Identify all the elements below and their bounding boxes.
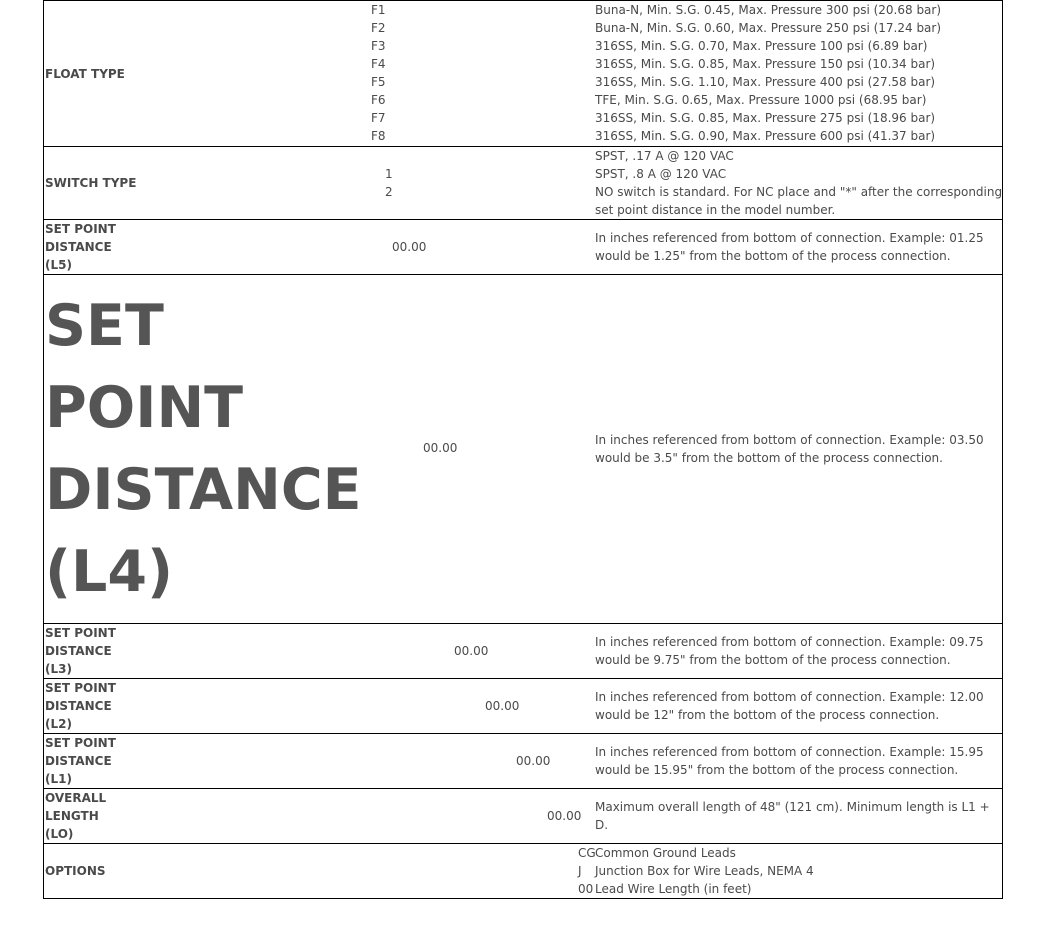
option-item — [578, 880, 814, 898]
set-point-l5-code: 00.00 — [392, 240, 427, 254]
switch-desc: set point distance in the model number. — [595, 203, 836, 217]
switch-desc: NO switch is standard. For NC place and "*" after the corresponding — [595, 185, 1003, 199]
overall-length-code: 00.00 — [547, 809, 582, 823]
set-point-l2-desc: In inches referenced from bottom of connection. Example: 12.00 would be 12" from the bottom of the process connection. — [595, 690, 984, 722]
set-point-l2-label: SET POINT DISTANCE (L2) — [45, 681, 116, 731]
set-point-l1-desc: In inches referenced from bottom of connection. Example: 15.95 would be 15.95" from the bottom of the process connection. — [595, 745, 984, 777]
switch-desc: SPST, .17 A @ 120 VAC — [595, 149, 734, 163]
switch-desc: SPST, .8 A @ 120 VAC — [595, 167, 727, 181]
switch-type-row — [44, 146, 1002, 219]
set-point-l3-label: SET POINT DISTANCE (L3) — [45, 626, 116, 676]
overall-length-desc: Maximum overall length of 48" (121 cm). Minimum length is L1 + D. — [595, 800, 990, 832]
switch-code: 1 — [385, 167, 393, 181]
model-code-table — [43, 0, 1003, 899]
option-item — [578, 844, 814, 862]
option-desc: Junction Box for Wire Leads, NEMA 4 — [595, 864, 814, 878]
set-point-l3-row — [44, 623, 1002, 678]
set-point-l1-label: SET POINT DISTANCE (L1) — [45, 736, 116, 786]
set-point-l3-code: 00.00 — [454, 644, 489, 658]
set-point-l2-row — [44, 678, 1002, 733]
float-code: F8 — [371, 129, 386, 143]
options-label: OPTIONS — [45, 864, 106, 878]
float-code: F4 — [371, 57, 386, 71]
set-point-l4-row — [44, 274, 1002, 623]
set-point-l5-desc: In inches referenced from bottom of connection. Example: 01.25 would be 1.25" from the bottom of the process connection. — [595, 231, 984, 263]
overall-length-label: OVERALL LENGTH (LO) — [45, 791, 107, 841]
set-point-l5-label: SET POINT DISTANCE (L5) — [45, 222, 116, 272]
switch-type-descriptions — [595, 147, 1003, 219]
float-code: F1 — [371, 3, 386, 17]
float-code: F7 — [371, 111, 386, 125]
float-desc: TFE, Min. S.G. 0.65, Max. Pressure 1000 psi (68.95 bar) — [595, 93, 927, 107]
option-code: 00 — [578, 882, 594, 896]
float-code: F5 — [371, 75, 386, 89]
float-type-label: FLOAT TYPE — [45, 66, 125, 81]
float-type-descriptions — [595, 1, 1000, 145]
option-code: CG — [578, 846, 596, 860]
float-desc: Buna-N, Min. S.G. 0.60, Max. Pressure 250 psi (17.24 bar) — [595, 21, 942, 35]
set-point-l4-label: SET POINT DISTANCE (L4) — [45, 293, 362, 605]
option-item — [578, 862, 814, 880]
float-type-row — [44, 0, 1002, 146]
set-point-l3-desc: In inches referenced from bottom of connection. Example: 09.75 would be 9.75" from the bottom of the process connection. — [595, 635, 984, 667]
overall-length-row — [44, 788, 1002, 843]
set-point-l4-desc: In inches referenced from bottom of connection. Example: 03.50 would be 3.5" from the bottom of the process connection. — [595, 433, 984, 465]
options-list — [578, 844, 814, 898]
set-point-l4-code: 00.00 — [423, 441, 458, 455]
float-code: F6 — [371, 93, 386, 107]
option-desc: Common Ground Leads — [595, 846, 736, 860]
float-code: F3 — [371, 39, 386, 53]
float-code: F2 — [371, 21, 386, 35]
float-desc: 316SS, Min. S.G. 0.85, Max. Pressure 150 psi (10.34 bar) — [595, 57, 936, 71]
switch-type-label: SWITCH TYPE — [45, 176, 137, 190]
float-desc: 316SS, Min. S.G. 0.70, Max. Pressure 100 psi (6.89 bar) — [595, 39, 928, 53]
switch-type-codes — [385, 165, 393, 201]
float-type-codes — [371, 1, 386, 145]
options-row — [44, 843, 1002, 898]
float-desc: 316SS, Min. S.G. 0.90, Max. Pressure 600 psi (41.37 bar) — [595, 129, 936, 143]
option-code: J — [578, 864, 582, 878]
set-point-l2-code: 00.00 — [485, 699, 520, 713]
option-desc: Lead Wire Length (in feet) — [595, 882, 752, 896]
set-point-l1-code: 00.00 — [516, 754, 551, 768]
float-desc: 316SS, Min. S.G. 0.85, Max. Pressure 275 psi (18.96 bar) — [595, 111, 936, 125]
float-desc: 316SS, Min. S.G. 1.10, Max. Pressure 400 psi (27.58 bar) — [595, 75, 936, 89]
switch-code: 2 — [385, 185, 393, 199]
set-point-l1-row — [44, 733, 1002, 788]
set-point-l5-row — [44, 219, 1002, 274]
float-desc: Buna-N, Min. S.G. 0.45, Max. Pressure 300 psi (20.68 bar) — [595, 3, 942, 17]
